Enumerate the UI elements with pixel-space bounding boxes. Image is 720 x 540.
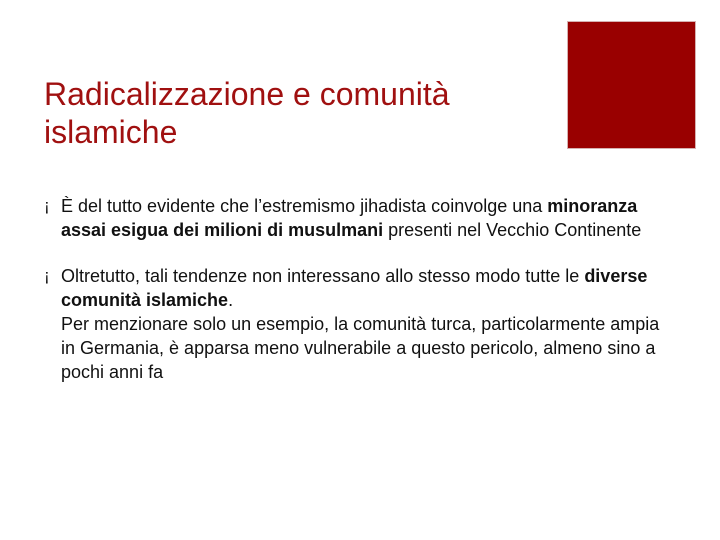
bullet-text-segment: presenti nel Vecchio Continente xyxy=(383,220,642,240)
bullet-continuation: Per menzionare solo un esempio, la comunità turca, particolarmente ampia in Germania, è apparsa meno vulnerabile a questo pericolo, almeno sino a pochi anni fa xyxy=(61,314,660,382)
bullet-text-segment: Oltretutto, tali tendenze non interessano allo stesso modo tutte le xyxy=(61,266,585,286)
bullet-item xyxy=(44,264,674,384)
accent-decoration-box xyxy=(567,21,696,149)
slide-title: Radicalizzazione e comunità islamiche xyxy=(44,76,450,150)
bullet-emphasis: diverse comunità islamiche xyxy=(61,266,648,310)
bullet-text xyxy=(61,264,674,312)
bullet-text xyxy=(61,194,674,242)
bullet-marker-icon: ¡ xyxy=(44,196,50,215)
bullet-marker-icon: ¡ xyxy=(44,266,50,285)
bullet-list xyxy=(44,194,674,384)
bullet-emphasis: minoranza assai esigua dei milioni di musulmani xyxy=(61,196,638,240)
bullet-text-segment: . xyxy=(228,290,234,310)
bullet-text-segment: È del tutto evidente che l’estremismo jihadista coinvolge una xyxy=(61,196,548,216)
bullet-item xyxy=(44,194,674,242)
